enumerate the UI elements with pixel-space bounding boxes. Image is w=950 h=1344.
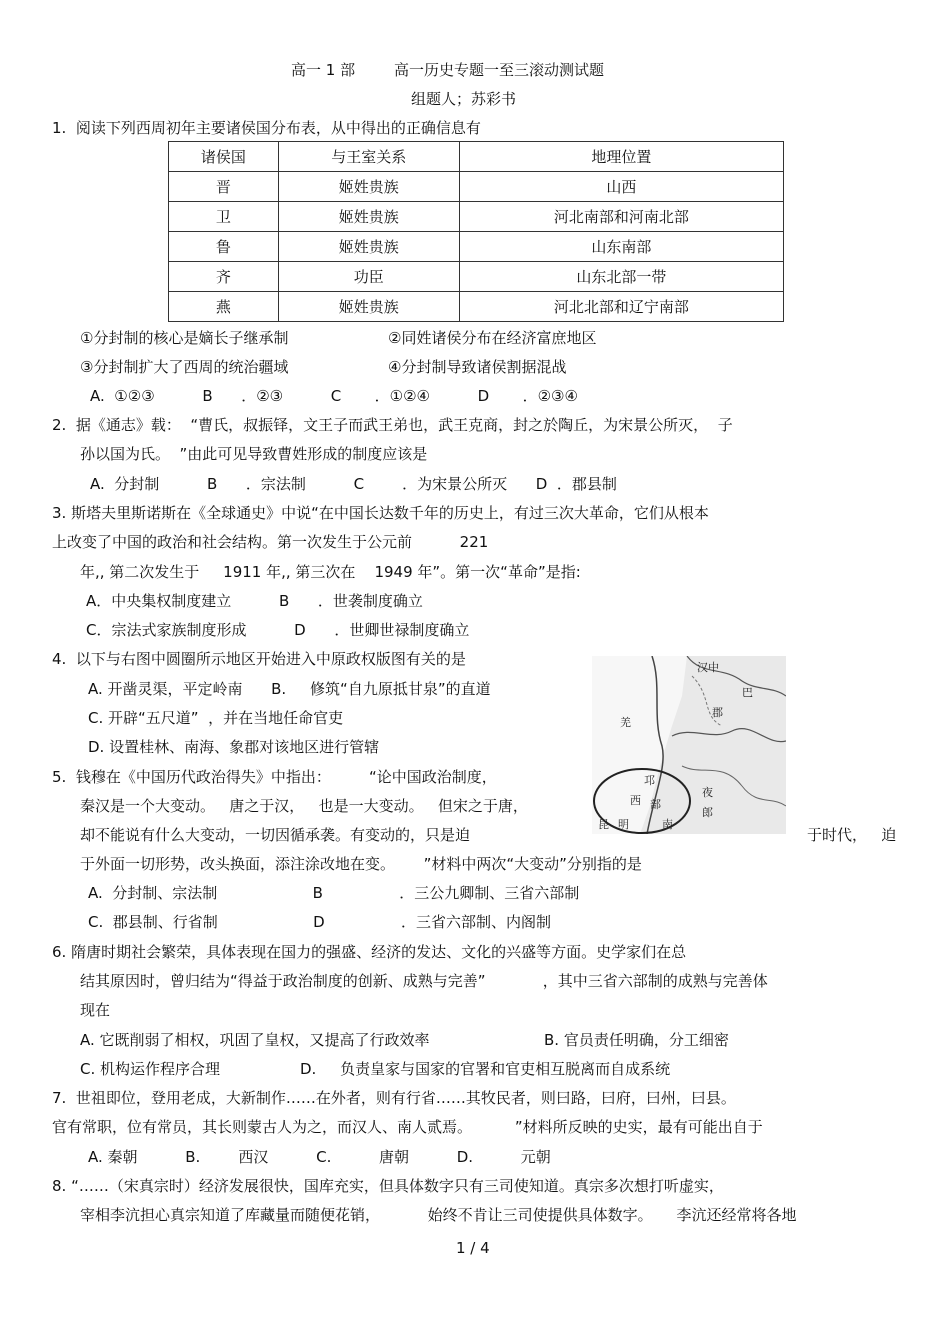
historical-map-image [592,656,786,834]
table-cell: 鲁 [169,232,279,262]
q1-stem: 1. 阅读下列西周初年主要诸侯国分布表，从中得出的正确信息有 [52,119,481,137]
q7-line-2: 官有常职，位有常员，其长则蒙古人为之，而汉人、南人贰焉。 ”材料所反映的史实，最有可能出自于 [52,1118,763,1136]
table-header: 诸侯国 [169,142,279,172]
table-cell: 卫 [169,202,279,232]
table-row [169,262,784,292]
table-cell: 功臣 [278,262,459,292]
table-header: 地理位置 [459,142,783,172]
table-cell: 山东南部 [459,232,783,262]
q5-line-3a: 却不能说有什么大变动，一切因循承袭。有变动的，只是迫 [80,826,471,844]
feudal-states-table [168,141,784,322]
q1-statement-4: ④分封制导致诸侯割据混战 [388,358,567,376]
q4-option-d: D. 设置桂林、南海、象郡对该地区进行管辖 [88,738,380,756]
q2-options: A. 分封制 B ．宗法制 C ．为宋景公所灭 D ．郡县制 [90,475,617,493]
table-cell: 姬姓贵族 [278,202,459,232]
map-label: 巴 [742,686,753,699]
table-cell: 河北北部和辽宁南部 [459,292,783,322]
q1-options: A. ①②③ B ．②③ C ．①②④ D ．②③④ [90,387,578,405]
map-label: 郎 [702,806,713,819]
q6-line-2: 结其原因时，曾归结为“得益于政治制度的创新、成熟与完善” ，其中三省六部制的成熟与完善体 [80,972,768,990]
q5-line-4: 于外面一切形势，改头换面，添注涂改地在变。 ”材料中两次“大变动”分别指的是 [80,855,642,873]
q4-stem: 4. 以下与右图中圆圈所示地区开始进入中原政权版图有关的是 [52,650,466,668]
page-title: 高一历史专题一至三滚动测试题 [394,61,605,79]
q3-options-ab: A．中央集权制度建立 B ．世袭制度确立 [86,592,423,610]
map-label: 郡 [712,706,723,719]
table-cell: 晋 [169,172,279,202]
q8-line-1: 8. “……（宋真宗时）经济发展很快，国库充实，但具体数字只有三司使知道。真宗多次想打听虚实， [52,1177,724,1195]
table-cell: 山西 [459,172,783,202]
table-row [169,202,784,232]
q3-line-3: 年,, 第二次发生于 1911 年,, 第三次在 1949 年”。第一次“革命”是指: [80,563,581,581]
q5-line-2: 秦汉是一个大变动。 唐之于汉， 也是一大变动。 但宋之于唐， [80,797,528,815]
table-header: 与王室关系 [278,142,459,172]
map-label: 西 [630,794,641,807]
table-header-row [169,142,784,172]
map-label: 汉中 [697,661,719,674]
table-row [169,232,784,262]
q5-options-ab: A. 分封制、宗法制 B ．三公九卿制、三省六部制 [88,884,580,902]
q7-line-1: 7. 世祖即位，登用老成，大新制作……在外者，则有行省……其牧民者，则曰路，曰府，曰州，曰县。 [52,1089,736,1107]
q6-option-a: A. 它既削弱了相权，巩固了皇权，又提高了行政效率 [80,1031,430,1049]
map-label: 部 [650,798,661,811]
q3-line-2: 上改变了中国的政治和社会结构。第一次发生于公元前 221 [52,533,489,551]
q3-line-1: 3. 斯塔夫里斯诺斯在《全球通史》中说“在中国长达数千年的历史上，有过三次大革命，它们从根本 [52,504,709,522]
table-cell: 山东北部一带 [459,262,783,292]
author-line: 组题人；苏彩书 [411,90,517,108]
map-label: 夜 [702,786,713,799]
map-label: 明 [618,818,629,831]
map-label: 南 [662,818,673,831]
q1-statement-2: ②同姓诸侯分布在经济富庶地区 [388,329,597,347]
table-cell: 姬姓贵族 [278,292,459,322]
table-cell: 河北南部和河南北部 [459,202,783,232]
table-cell: 姬姓贵族 [278,232,459,262]
q5-line-3b: 于时代， 迫 [807,826,897,844]
table-cell: 齐 [169,262,279,292]
q4-option-c: C. 开辟“五尺道” ，并在当地任命官吏 [88,709,344,727]
q6-line-1: 6. 隋唐时期社会繁荣，具体表现在国力的强盛、经济的发达、文化的兴盛等方面。史学家们在总 [52,943,687,961]
q7-options: A. 秦朝 B. 西汉 C. 唐朝 D. 元朝 [88,1148,551,1166]
page-number: 1 / 4 [456,1239,490,1257]
table-row [169,292,784,322]
map-drawing [592,656,786,834]
q1-statement-1: ①分封制的核心是嫡长子继承制 [80,329,289,347]
q6-option-d: D. 负责皇家与国家的官署和官吏相互脱离而自成系统 [300,1060,671,1078]
table-cell: 姬姓贵族 [278,172,459,202]
q8-line-2: 宰相李沆担心真宗知道了库藏量而随便花销， 始终不肯让三司使提供具体数字。 李沆还经常将各地 [80,1206,797,1224]
table-cell: 燕 [169,292,279,322]
q4-options-ab: A. 开凿灵渠，平定岭南 B. 修筑“自九原抵甘泉”的直道 [88,680,491,698]
q3-options-cd: C．宗法式家族制度形成 D ．世卿世禄制度确立 [86,621,470,639]
header-left: 高一 1 部 [291,61,356,79]
map-label: 邛 [644,774,655,787]
q6-option-b: B. 官员责任明确，分工细密 [544,1031,729,1049]
map-label: 昆 [598,818,609,831]
q1-statement-3: ③分封制扩大了西周的统治疆域 [80,358,289,376]
q6-option-c: C. 机构运作程序合理 [80,1060,221,1078]
q6-line-3: 现在 [80,1001,111,1019]
q5-line-1: 5. 钱穆在《中国历代政治得失》中指出： “论中国政治制度， [52,768,497,786]
q2-line-2: 孙以国为氏。 ”由此可见导致曹姓形成的制度应该是 [80,445,428,463]
q5-options-cd: C. 郡县制、行省制 D ．三省六部制、内阁制 [88,913,551,931]
q2-line-1: 2. 据《通志》载： “曹氏，叔振铎，文王子而武王弟也，武王克商，封之於陶丘，为宋景公所灭， 子 [52,416,733,434]
map-label: 羌 [620,716,631,729]
table-row [169,172,784,202]
